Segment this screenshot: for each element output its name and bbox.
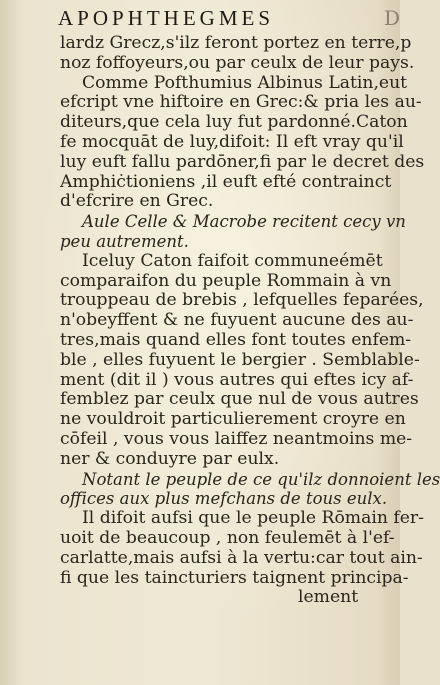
text-line: Notant le peuple de ce qu'ilz donnoient les — [82, 469, 440, 489]
text-line: d'efcrire en Grec. — [60, 191, 214, 212]
text-line: cōfeil , vous vous laiffez neantmoins me- — [60, 428, 413, 449]
text-line: diteurs,que cela luy fut pardonné.Caton — [60, 112, 408, 133]
text-line: Il difoit aufsi que le peuple Rōmain fer- — [82, 508, 424, 529]
text-line: peu autrement. — [60, 231, 189, 251]
text-line: ment (dit il ) vous autres qui eftes icy af- — [60, 369, 414, 390]
text-line: Amphiċtioniens ,il euft efté contrainct — [60, 171, 392, 192]
text-line: offices aux plus mefchans de tous eulx. — [60, 489, 388, 509]
text-line: efcript vne hiftoire en Grec:& pria les au- — [60, 92, 422, 113]
text-line: femblez par ceulx que nul de vous autres — [60, 389, 419, 410]
text-line: fi que les taincturiers taignent principa- — [60, 567, 409, 588]
running-head: APOPHTHEGMES — [58, 6, 275, 30]
text-line: Comme Pofthumius Albinus Latin,eut — [82, 72, 408, 93]
text-line: fe mocquāt de luy,difoit: Il eft vray qu'il — [60, 131, 404, 152]
facing-page-edge-letter: D — [384, 6, 401, 30]
text-line: carlatte,mais aufsi à la vertu:car tout ain- — [60, 547, 423, 568]
text-line: luy euft fallu pardōner,fi par le decret des — [60, 151, 425, 172]
text-line: n'obeyffent & ne fuyuent aucune des au- — [60, 310, 414, 331]
text-line: comparaifon du peuple Rommain à vn — [60, 270, 392, 291]
text-line: Aule Celle & Macrobe recitent cecy vn — [82, 212, 406, 232]
text-line: trouppeau de brebis , lefquelles feparées, — [60, 290, 424, 311]
text-line: tres,mais quand elles font toutes enfem- — [60, 329, 412, 350]
text-line: lardz Grecz,s'ilz feront portez en terre,p — [60, 33, 412, 53]
catchword: lement — [298, 587, 359, 608]
text-line: ble , elles fuyuent le bergier . Semblable- — [60, 349, 420, 370]
text-line: uoit de beaucoup , non feulemēt à l'ef- — [60, 527, 395, 548]
text-line: ner & conduyre par eulx. — [60, 448, 280, 469]
body-text — [60, 33, 440, 674]
text-line: Iceluy Caton faifoit communeémēt — [82, 250, 383, 271]
text-line: noz foffoyeurs,ou par ceulx de leur pays. — [60, 52, 415, 73]
text-line: ne vouldroit particulierement croyre en — [60, 409, 406, 430]
